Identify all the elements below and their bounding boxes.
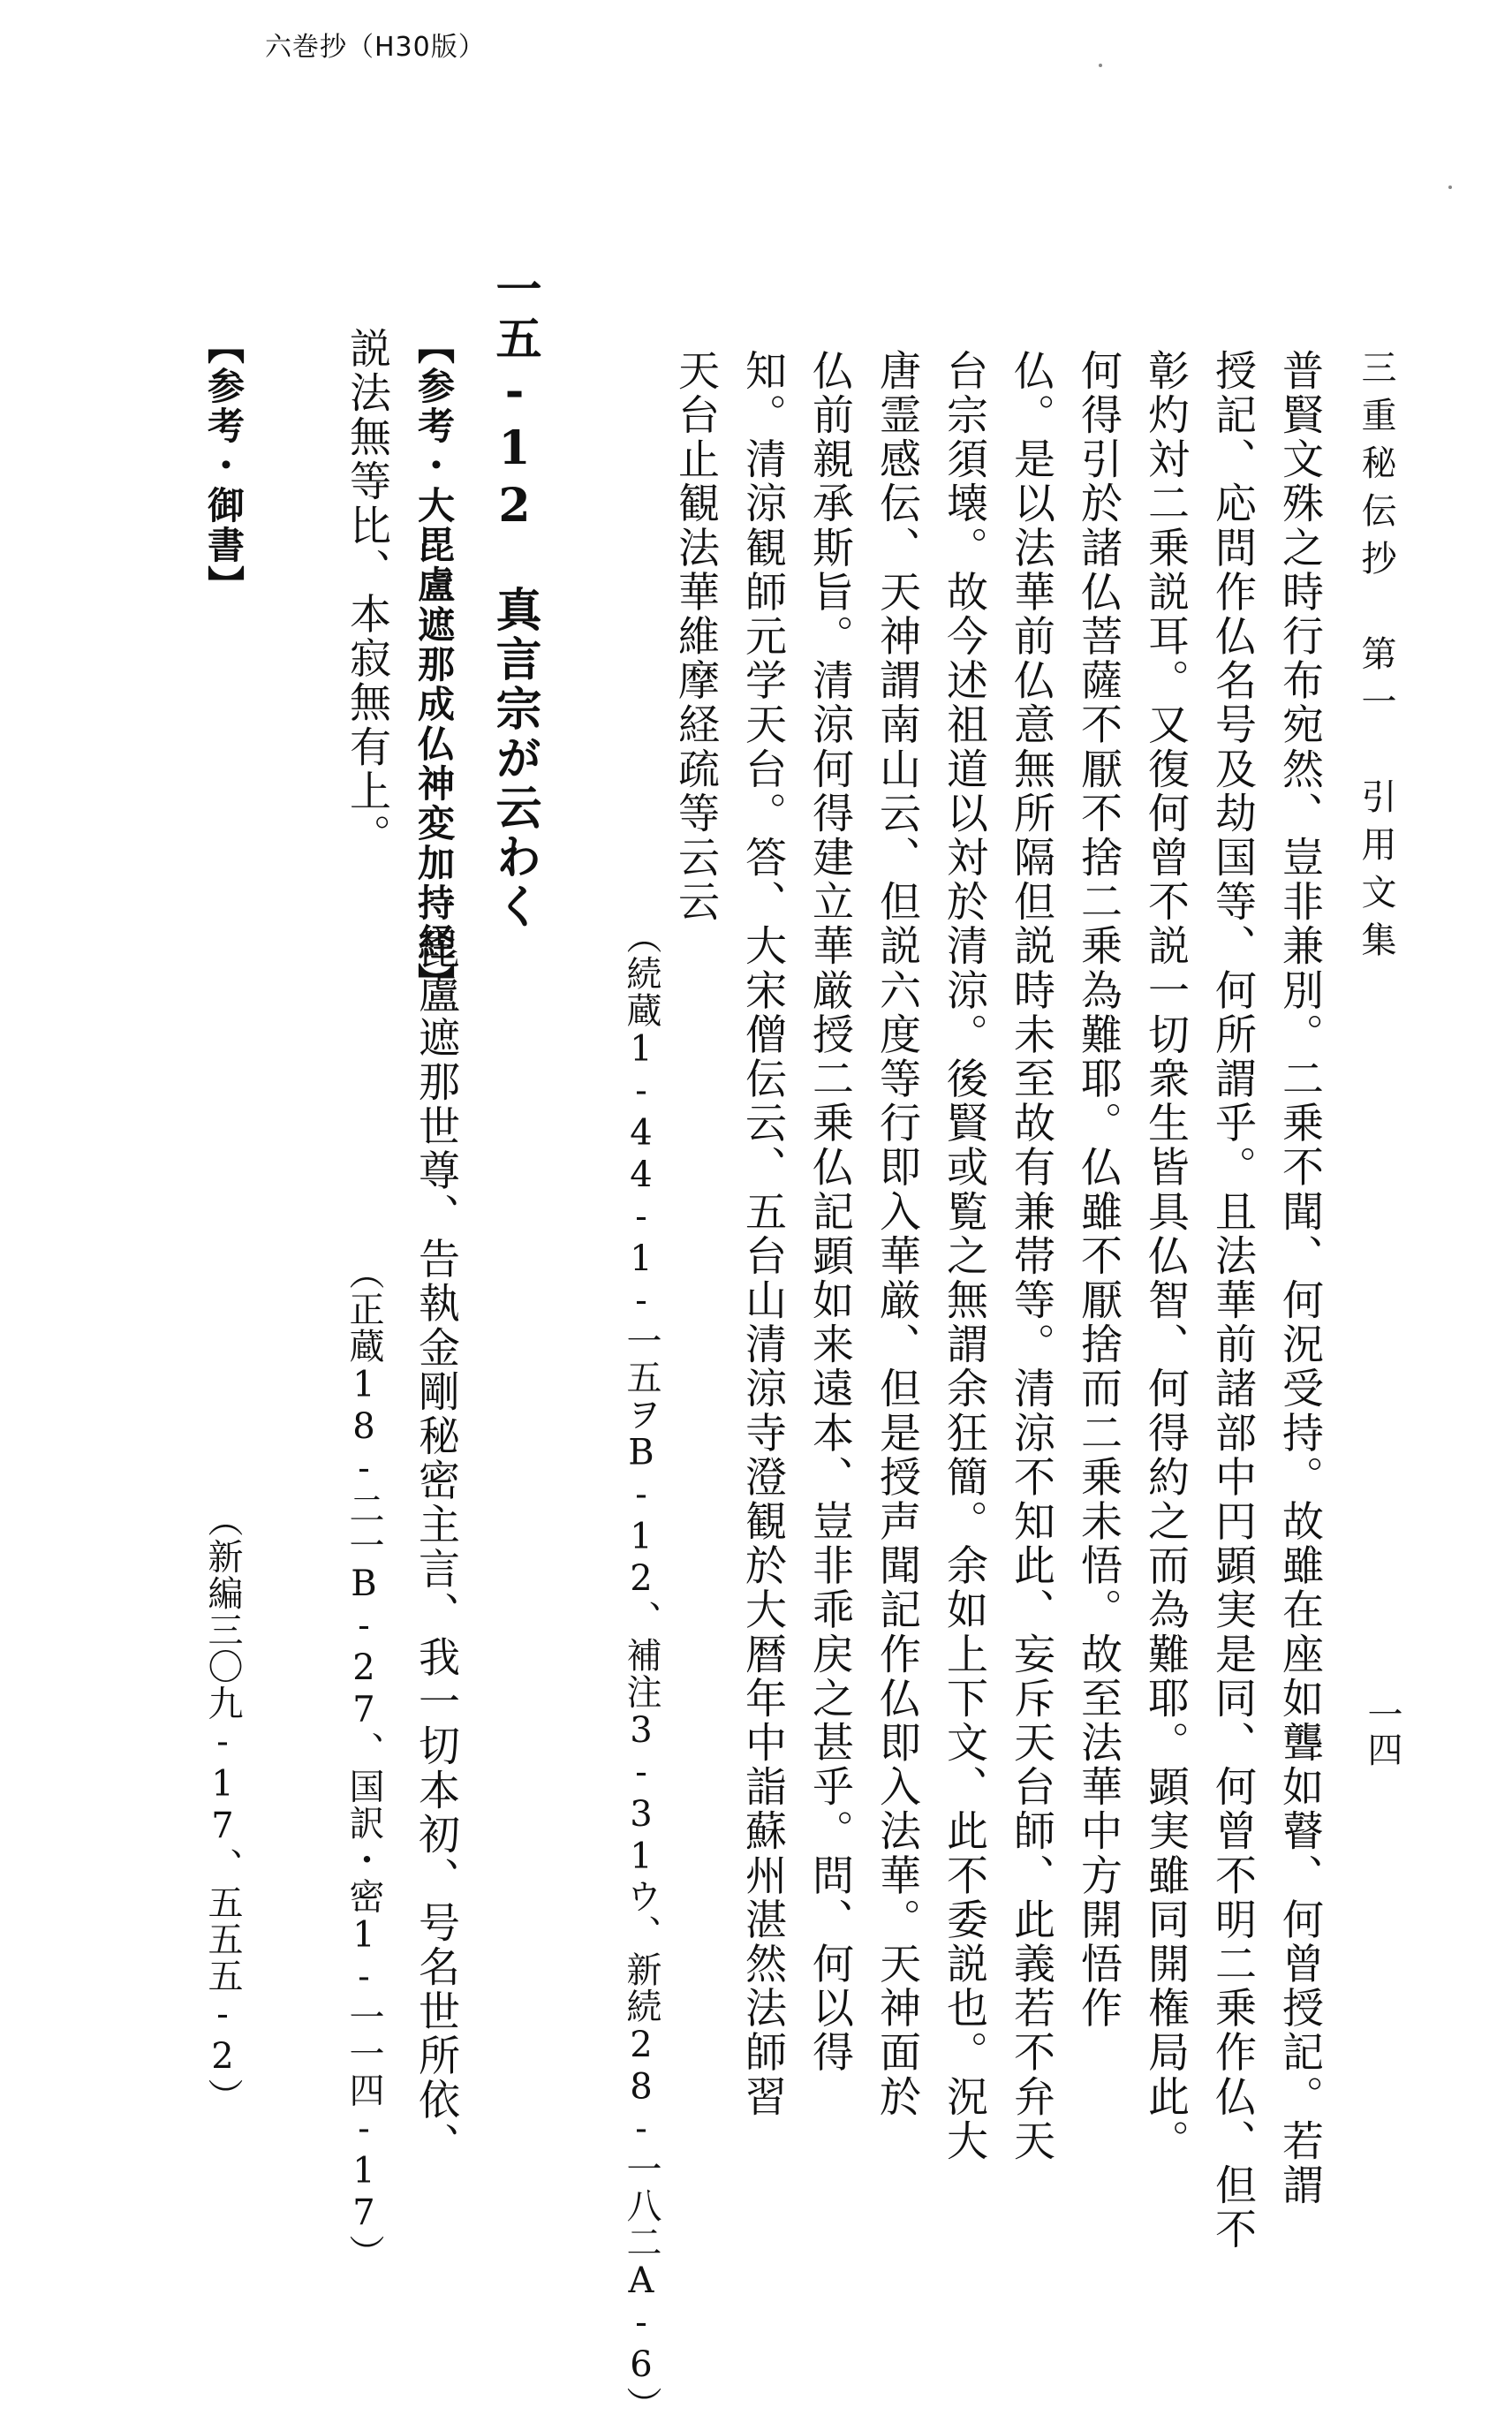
- passage-line-6: 台宗須壊。故今述祖道以対於清涼。後賢或覧之無謂余狂簡。余如上下文、此不委説也。況大: [940, 349, 988, 2164]
- page-number: 一四: [1362, 1696, 1402, 1767]
- section-heading: 一五-12 真言宗が云わく: [488, 265, 541, 932]
- book-label: 六巻抄（H30版）: [265, 32, 486, 63]
- passage-line-1: 普賢文殊之時行布宛然、豈非兼別。二乗不聞、何況受持。故雖在座如聾如瞽、何曾授記。若謂: [1275, 349, 1324, 2208]
- passage-line-5: 仏。是以法華前仏意無所隔但説時未至故有兼帯等。清涼不知此、妄斥天台師、此義若不弁天: [1007, 349, 1055, 2164]
- passage-citation: （続蔵1-44-1-一五ヲB-12、補注3-31ウ、新続28-一八二A-6）: [621, 919, 662, 2423]
- quote-line-1: 毘盧遮那世尊、告執金剛秘密主言、我一切本初、号名世所依、: [412, 928, 460, 2167]
- scan-speck: [1448, 186, 1452, 189]
- passage-line-9: 知。清涼観師元学天台。答、大宋僧伝云、五台山清涼寺澄観於大暦年中詣蘇州湛然法師習: [738, 349, 787, 2119]
- passage-line-10: 天台止観法華維摩経疏等云云: [671, 349, 720, 925]
- reference-label-sutra: 【参考・大毘盧遮那成仏神変加持経】: [412, 327, 456, 1003]
- reference-label-gosho: 【参考・御書】: [202, 327, 246, 605]
- scan-speck: [1099, 64, 1102, 67]
- passage-line-4: 何得引於諸仏菩薩不厭不捨二乗為難耶。仏雖不厭捨而二乗未悟。故至法華中方開悟作: [1074, 349, 1123, 2031]
- passage-line-7: 唐霊感伝、天神謂南山云、但説六度等行即入華厳、但是授声聞記作仏即入法華。天神面於: [873, 349, 921, 2119]
- passage-line-2: 授記、応問作仏名号及劫国等、何所謂乎。且法華前諸部中円顕実是同、何曾不明二乗作仏、但不: [1208, 349, 1257, 2253]
- passage-line-8: 仏前親承斯旨。清涼何得建立華厳授二乗仏記顕如来遠本、豈非乖戻之甚乎。問、何以得: [805, 349, 854, 2075]
- gosho-citation: （新編三〇九-17、五五五-2）: [202, 1502, 243, 2115]
- sutra-citation: （正蔵18-二一B-27、国訳・密1-一一四-17）: [344, 1254, 384, 2271]
- passage-line-3: 彰灼対二乗説耳。又復何曾不説一切衆生皆具仏智、何得約之而為難耶。顕実雖同開権局此。: [1141, 349, 1190, 2164]
- quote-line-2: 説法無等比、本寂無有上。: [343, 327, 391, 859]
- running-title: 三重秘伝抄 第一 引用文集: [1356, 349, 1396, 969]
